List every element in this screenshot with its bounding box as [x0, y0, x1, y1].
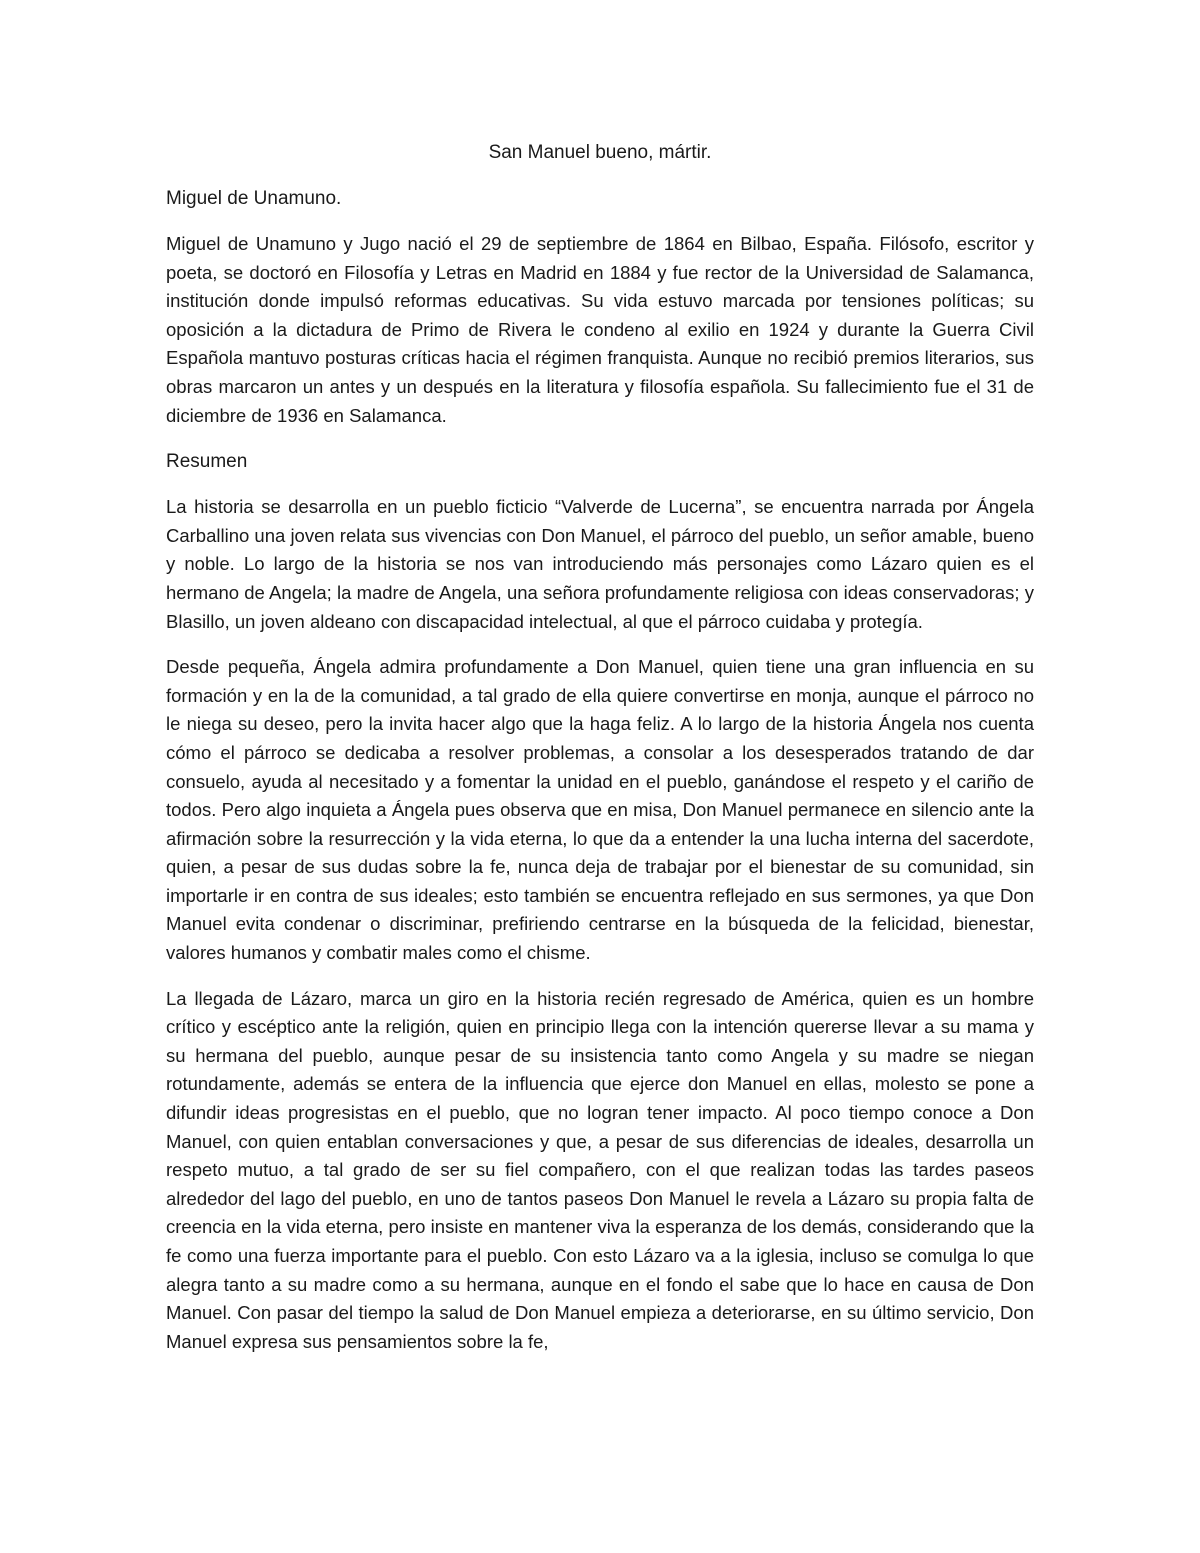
summary-heading: Resumen — [166, 451, 248, 473]
summary-paragraph-3: La llegada de Lázaro, marca un giro en la historia recién regresado de América, quien es un hombre crítico y escéptico ante la religión, quien en principio llega con la intención quererse llevar a su mama y su hermana del pueblo, aunque pesar de su insistencia tanto como Angela y su madre se niegan rotundamente, además se entera de la influencia que ejerce don Manuel en ellas, molesto se pone a difundir ideas progresistas en el pueblo, que no logran tener impacto. Al poco tiempo conoce a Don Manuel, con quien entablan conversaciones y que, a pesar de sus diferencias de ideales, desarrolla un respeto mutuo, a tal grado de ser su fiel compañero, con el que realizan todas las tardes paseos alrededor del lago del pueblo, en uno de tantos paseos Don Manuel le revela a Lázaro su propia falta de creencia en la vida eterna, pero insiste en mantener viva la esperanza de los demás, considerando que la fe como una fuerza importante para el pueblo. Con esto Lázaro va a la iglesia, incluso se comulga lo que alegra tanto a su madre como a su hermana, aunque en el fondo el sabe que lo hace en causa de Don Manuel. Con pasar del tiempo la salud de Don Manuel empieza a deteriorarse, en su último servicio, Don Manuel expresa sus pensamientos sobre la fe, — [166, 987, 1034, 1352]
document-title: San Manuel bueno, mártir. — [488, 142, 712, 163]
summary-paragraph-1: La historia se desarrolla en un pueblo ficticio “Valverde de Lucerna”, se encuentra narrada por Ángela Carballino una joven relata sus vivencias con Don Manuel, el párroco del pueblo, un señor amable, bueno y noble. Lo largo de la historia se nos van introduciendo más personajes como Lázaro quien es el hermano de Angela; la madre de Angela, una señora profundamente religiosa con ideas conservadoras; y Blasillo, un joven aldeano con discapacidad intelectual, al que el párroco cuidaba y protegía. — [166, 496, 1034, 632]
summary-paragraph-2: Desde pequeña, Ángela admira profundamente a Don Manuel, quien tiene una gran influencia en su formación y en la de la comunidad, a tal grado de ella quiere convertirse en monja, aunque el párroco no le niega su deseo, pero la invita hacer algo que la haga feliz. A lo largo de la historia Ángela nos cuenta cómo el párroco se dedicaba a resolver problemas, a consolar a los desesperados tratando de dar consuelo, ayuda al necesitado y a fomentar la unidad en el pueblo, ganándose el respeto y el cariño de todos. Pero algo inquieta a Ángela pues observa que en misa, Don Manuel permanece en silencio ante la afirmación sobre la resurrección y la vida eterna, lo que da a entender la una lucha interna del sacerdote, quien, a pesar de sus dudas sobre la fe, nunca deja de trabajar por el bienestar de su comunidad, sin importarle ir en contra de sus ideales; esto también se encuentra reflejado en sus sermones, ya que Don Manuel evita condenar o discriminar, prefiriendo centrarse en la búsqueda de la felicidad, bienestar, valores humanos y combatir males como el chisme. — [166, 656, 1034, 964]
bio-paragraph: Miguel de Unamuno y Jugo nació el 29 de septiembre de 1864 en Bilbao, España. Filósofo, escritor y poeta, se doctoró en Filosofía y Letras en Madrid en 1884 y fue rector de la Universidad de Salamanca, institución donde impulsó reformas educativas. Su vida estuvo marcada por tensiones políticas; su oposición a la dictadura de Primo de Rivera le condeno al exilio en 1924 y durante la Guerra Civil Española mantuvo posturas críticas hacia el régimen franquista. Aunque no recibió premios literarios, sus obras marcaron un antes y un después en la literatura y filosofía española. Su fallecimiento fue el 31 de diciembre de 1936 en Salamanca. — [166, 233, 1034, 426]
author-heading: Miguel de Unamuno. — [166, 188, 342, 209]
document-page — [166, 138, 1034, 1373]
